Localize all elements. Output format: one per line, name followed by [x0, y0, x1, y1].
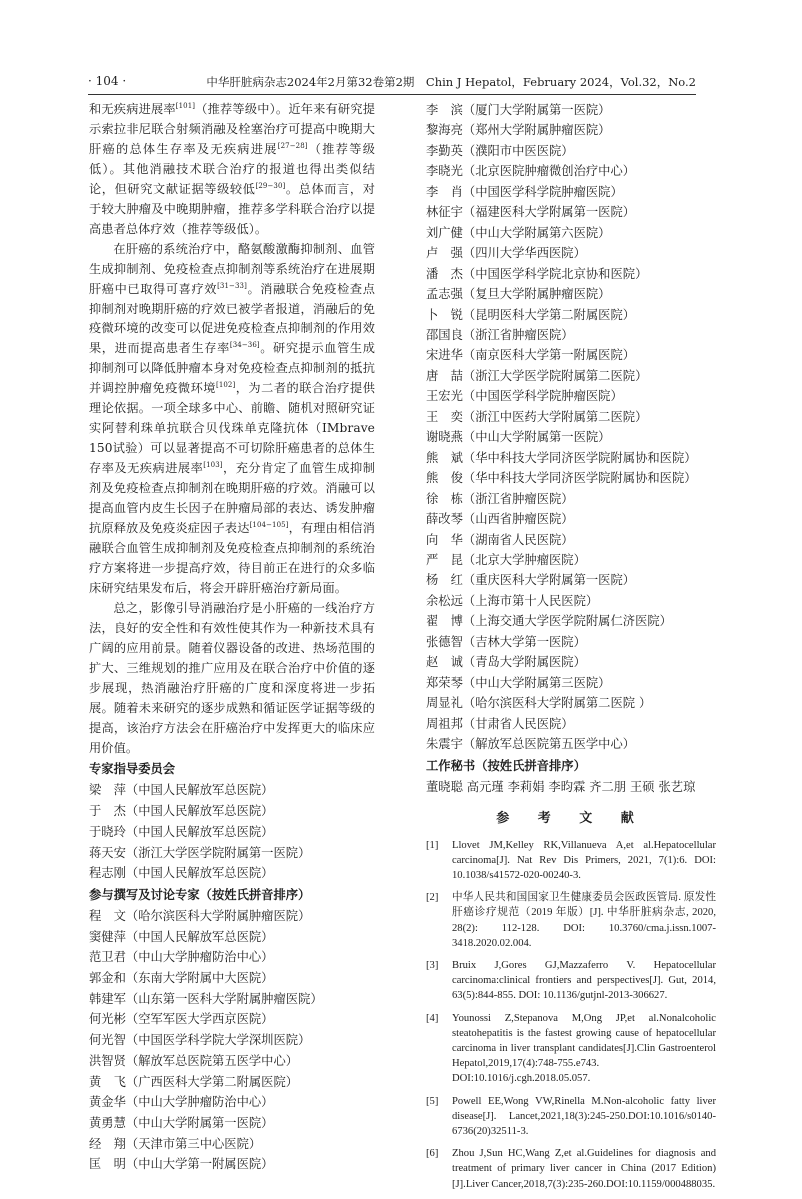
- guidance-committee-list: [89, 780, 375, 884]
- citation-superscript: [34−36]: [229, 341, 260, 350]
- expert-name: 潘 杰: [426, 266, 463, 281]
- reference-item: [426, 1146, 716, 1192]
- expert-name: 范卫君: [89, 950, 126, 965]
- citation-superscript: [31−33]: [217, 281, 247, 290]
- reference-item: [426, 890, 716, 951]
- expert-affiliation: （中国医学科学院大学深圳医院）: [125, 1033, 311, 1048]
- page-number: · 104 ·: [88, 74, 127, 88]
- expert-entry: [89, 863, 375, 884]
- expert-affiliation: （北京医院肿瘤微创治疗中心）: [462, 164, 636, 179]
- expert-affiliation: （浙江大学医学院附属第二医院）: [462, 368, 648, 383]
- expert-name: 孟志强: [426, 287, 463, 302]
- reference-item: [426, 1011, 716, 1087]
- expert-affiliation: （中国人民解放军总医院）: [125, 866, 274, 881]
- expert-entry: [89, 968, 375, 989]
- paragraph-text: 。研究提示血管生成抑制剂可以降低肿瘤本身对免疫检查点抑制剂的抵抗并调控肿瘤免疫微环境: [89, 341, 375, 396]
- expert-name: 王宏光: [426, 389, 463, 404]
- expert-affiliation: （中山大学肿瘤防治中心）: [125, 950, 274, 965]
- reference-list: [426, 838, 716, 1192]
- expert-name: 卢 强: [426, 246, 463, 261]
- expert-name: 窦健萍: [89, 929, 126, 944]
- expert-affiliation: （湖南省人民医院）: [462, 532, 574, 547]
- expert-name: 黄 飞: [89, 1074, 126, 1089]
- paragraph-text: 。总体而言，对于较大肿瘤及中晚期肿瘤，推荐多学科联合治疗以提高患者总体疗效（推荐等级低）。: [89, 181, 375, 236]
- expert-entry: [426, 182, 716, 202]
- expert-affiliation: （复旦大学附属肿瘤医院）: [462, 287, 611, 302]
- expert-affiliation: （中国人民解放军总医院）: [125, 824, 274, 839]
- expert-entry: [426, 448, 716, 468]
- expert-entry: [426, 161, 716, 181]
- secretary-heading: 工作秘书（按姓氏拼音排序）: [426, 758, 586, 773]
- expert-name: 薛改琴: [426, 512, 463, 527]
- reference-item: [426, 1094, 716, 1140]
- expert-affiliation: （郑州大学附属肿瘤医院）: [462, 123, 611, 138]
- body-paragraph: [89, 599, 375, 759]
- expert-entry: [426, 305, 716, 325]
- expert-name: 刘广健: [426, 225, 463, 240]
- expert-affiliation: （山东第一医科大学附属肿瘤医院）: [125, 991, 323, 1006]
- expert-name: 何光智: [89, 1033, 126, 1048]
- expert-name: 邵国良: [426, 327, 463, 342]
- reference-number: [2]: [426, 892, 439, 904]
- expert-name: 李 肖: [426, 184, 463, 199]
- paragraph-text: ，为二者的联合治疗提供理论依据。一项全球多中心、前瞻、随机对照研究证实阿替利珠单抗联合贝伐珠单克隆抗体（IMbrave 150试验）可以显著提高不可切除肝癌患者的总体生存率及无疾病进展率: [89, 381, 375, 476]
- expert-entry: [89, 780, 375, 801]
- expert-name: 李晓光: [426, 164, 463, 179]
- expert-affiliation: （中山大学附属第一医院）: [462, 430, 611, 445]
- expert-name: 王 奕: [426, 409, 463, 424]
- expert-affiliation: （天津市第三中心医院）: [125, 1136, 262, 1151]
- expert-name: 余松远: [426, 593, 463, 608]
- expert-name: 程 文: [89, 908, 126, 923]
- expert-entry: [426, 141, 716, 161]
- expert-affiliation: （中国医学科学院北京协和医院）: [462, 266, 648, 281]
- expert-affiliation: （浙江省肿瘤医院）: [462, 327, 574, 342]
- expert-entry: [89, 1154, 375, 1175]
- expert-affiliation: （中山大学肿瘤防治中心）: [125, 1095, 274, 1110]
- expert-affiliation: （四川大学华西医院）: [462, 246, 586, 261]
- reference-number: [5]: [426, 1095, 439, 1107]
- expert-entry: [426, 264, 716, 284]
- expert-entry: [426, 734, 716, 754]
- reference-number: [4]: [426, 1012, 439, 1024]
- expert-entry: [426, 693, 716, 713]
- expert-entry: [89, 1113, 375, 1134]
- paragraph-text: （推荐等级低）。其他消融技术联合治疗的报道也得出类似结论，但研究文献证据等级较低: [89, 141, 376, 196]
- paragraph-text: 在肝癌的系统治疗中，酪氨酸激酶抑制剂、血管生成抑制剂、免疫检查点抑制剂等系统治疗在进展期肝癌中已取得可喜疗效: [89, 241, 375, 296]
- expert-affiliation: （福建医科大学附属第一医院）: [462, 205, 636, 220]
- expert-entry: [89, 843, 375, 864]
- expert-entry: [89, 822, 375, 843]
- references-heading: 参 考 文 献: [496, 810, 646, 826]
- expert-name: 朱震宇: [426, 737, 463, 752]
- expert-entry: [426, 632, 716, 652]
- expert-name: 郑荣琴: [426, 675, 463, 690]
- expert-affiliation: （吉林大学第一医院）: [462, 634, 586, 649]
- expert-entry: [426, 509, 716, 529]
- expert-name: 蒋天安: [89, 845, 126, 860]
- expert-name: 李勤英: [426, 143, 463, 158]
- expert-entry: [426, 427, 716, 447]
- expert-name: 黄金华: [89, 1095, 126, 1110]
- expert-affiliation: （中国人民解放军总医院）: [125, 929, 274, 944]
- expert-entry: [89, 1134, 375, 1155]
- citation-superscript: [29−30]: [255, 181, 286, 190]
- paragraph-text: 。消融联合免疫检查点抑制剂对晚期肝癌的疗效已被学者报道，消融后的免疫微环境的改变可以促进免疫检查点抑制剂的作用效果，进而提高患者生存率: [89, 281, 375, 356]
- expert-name: 林征宇: [426, 205, 463, 220]
- expert-entry: [426, 223, 716, 243]
- expert-name: 程志刚: [89, 866, 126, 881]
- expert-entry: [426, 366, 716, 386]
- reference-number: [1]: [426, 839, 439, 851]
- expert-entry: [426, 468, 716, 488]
- reference-text: Zhou J,Sun HC,Wang Z,et al.Guidelines for diagnosis and treatment of primary liver cancer in China (2017 Edition)[J].Liver Cancer,2018,7(3):235-260.DOI:10.1159/000488035.: [452, 1148, 716, 1190]
- expert-entry: [89, 947, 375, 968]
- expert-entry: [89, 906, 375, 927]
- expert-affiliation: （中国医学科学院肿瘤医院）: [462, 184, 623, 199]
- expert-entry: [426, 652, 716, 672]
- expert-entry: [426, 325, 716, 345]
- paragraph-text: 总之，影像引导消融治疗是小肝癌的一线治疗方法，良好的安全性和有效性使其作为一种新技术具有广阔的应用前景。随着仪器设备的改进、热场范围的扩大、三维规划的推广应用及在联合治疗中价值的逐步展现，热消融治疗肝癌的广度和深度将进一步拓展。随着未来研究的逐步成熟和循证医学证据等级的提高，该治疗方法会在肝癌治疗中发挥更大的临床应用价值。: [89, 600, 375, 755]
- expert-name: 周祖邦: [426, 716, 463, 731]
- expert-affiliation: （中山大学附属第三医院）: [462, 675, 611, 690]
- expert-name: 李 滨: [426, 103, 463, 117]
- paragraph-text: ，充分肯定了血管生成抑制剂及免疫检查点抑制剂在晚期肝癌的疗效。消融可以提高血管内皮生长因子在肿瘤局部的表达、诱发肿瘤抗原释放及免疫炎症因子表达: [89, 461, 376, 536]
- expert-name: 郭金和: [89, 971, 126, 986]
- expert-affiliation: （濮阳市中医医院）: [462, 143, 574, 158]
- reference-item: [426, 958, 716, 1004]
- paragraph-text: （推荐等级中）。近年来有研究提示索拉非尼联合射频消融及栓塞治疗可提高中晚期大肝癌的总体生存率及无疾病进展: [89, 102, 375, 156]
- expert-entry: [426, 120, 716, 140]
- reference-text: Powell EE,Wong VW,Rinella M.Non-alcoholic fatty liver disease[J]. Lancet,2021,18(3):245-250.DOI:10.1016/s0140-6736(20)32511-3.: [452, 1095, 716, 1137]
- expert-entry: [426, 100, 716, 120]
- expert-affiliation: （广西医科大学第二附属医院）: [125, 1074, 299, 1089]
- reference-item: [426, 838, 716, 884]
- left-column: [89, 100, 375, 1175]
- expert-affiliation: （空军军医大学西京医院）: [125, 1012, 274, 1027]
- expert-entry: [89, 989, 375, 1010]
- expert-entry: [426, 530, 716, 550]
- expert-affiliation: （哈尔滨医科大学附属第二医院 ）: [462, 696, 652, 711]
- expert-entry: [426, 243, 716, 263]
- expert-affiliation: （甘肃省人民医院）: [462, 716, 574, 731]
- expert-affiliation: （浙江大学医学院附属第一医院）: [125, 845, 311, 860]
- expert-name: 匡 明: [89, 1157, 126, 1172]
- experts-list-right: [426, 100, 716, 755]
- expert-name: 卜 锐: [426, 307, 463, 322]
- body-text: [89, 100, 375, 758]
- expert-entry: [89, 1092, 375, 1113]
- expert-affiliation: （华中科技大学同济医学院附属协和医院）: [462, 450, 697, 465]
- expert-affiliation: （北京大学肿瘤医院）: [462, 552, 586, 567]
- expert-entry: [426, 570, 716, 590]
- citation-superscript: [104−105]: [249, 521, 289, 530]
- expert-affiliation: （南京医科大学第一附属医院）: [462, 348, 636, 363]
- reference-text: Bruix J,Gores GJ,Mazzaferro V. Hepatocellular carcinoma:clinical frontiers and perspectives[J]. Gut, 2014, 63(5):844-855. DOI: 10.1136/gutjnl-2013-306627.: [452, 959, 716, 1002]
- expert-entry: [426, 673, 716, 693]
- expert-affiliation: （中国人民解放军总医院）: [125, 804, 274, 819]
- experts-list-left: [89, 906, 375, 1175]
- citation-superscript: [103]: [203, 461, 223, 470]
- expert-affiliation: （解放军总医院第五医学中心）: [462, 737, 636, 752]
- body-paragraph: [89, 100, 375, 240]
- expert-name: 周显礼: [426, 696, 463, 711]
- expert-name: 宋进华: [426, 348, 463, 363]
- reference-text: 中华人民共和国国家卫生健康委员会医政医管局. 原发性肝癌诊疗规范（2019 年版）[J]. 中华肝脏病杂志, 2020, 28(2): 112-128. DOI: 10.3760/cma.j.issn.1007-3418.2020.02.004.: [452, 892, 716, 949]
- expert-name: 于晓玲: [89, 824, 126, 839]
- expert-name: 严 昆: [426, 552, 463, 567]
- expert-name: 谢晓燕: [426, 430, 463, 445]
- expert-name: 张德智: [426, 634, 463, 649]
- expert-entry: [89, 1072, 375, 1093]
- expert-entry: [426, 202, 716, 222]
- expert-affiliation: （华中科技大学同济医学院附属协和医院）: [462, 471, 697, 486]
- expert-name: 黄勇慧: [89, 1116, 126, 1130]
- expert-entry: [426, 489, 716, 509]
- expert-name: 黎海亮: [426, 123, 463, 138]
- expert-name: 洪智贤: [89, 1053, 126, 1068]
- expert-entry: [89, 1009, 375, 1030]
- expert-affiliation: （中山大学第一附属医院）: [125, 1157, 274, 1172]
- expert-name: 经 翔: [89, 1136, 126, 1151]
- expert-entry: [89, 1030, 375, 1051]
- expert-affiliation: （重庆医科大学附属第一医院）: [462, 573, 636, 588]
- expert-affiliation: （上海市第十人民医院）: [462, 593, 599, 608]
- expert-entry: [89, 927, 375, 948]
- expert-affiliation: （中山大学附属第一医院）: [125, 1116, 274, 1130]
- journal-running-title: 中华肝脏病杂志2024年2月第32卷第2期 Chin J Hepatol，February 2024，Vol.32，No.2: [206, 75, 696, 89]
- expert-name: 熊 俊: [426, 471, 463, 486]
- expert-entry: [426, 284, 716, 304]
- expert-name: 翟 博: [426, 614, 463, 629]
- expert-affiliation: （哈尔滨医科大学附属肿瘤医院）: [125, 908, 311, 923]
- expert-name: 向 华: [426, 532, 463, 547]
- reference-number: [3]: [426, 959, 439, 971]
- body-paragraph: [89, 240, 375, 599]
- expert-name: 唐 喆: [426, 368, 463, 383]
- secretary-names: 董晓聪 高元瑾 李莉娟 李昀霖 齐二朋 王硕 张艺琼: [426, 779, 696, 794]
- expert-name: 赵 诚: [426, 655, 463, 670]
- expert-name: 何光彬: [89, 1012, 126, 1027]
- citation-superscript: [27−28]: [277, 141, 308, 150]
- right-column: [426, 100, 716, 1199]
- citation-superscript: [102]: [215, 381, 236, 390]
- running-header: [88, 74, 696, 95]
- expert-name: 梁 萍: [89, 783, 126, 798]
- expert-affiliation: （解放军总医院第五医学中心）: [125, 1053, 299, 1068]
- expert-entry: [426, 714, 716, 734]
- reference-number: [6]: [426, 1148, 439, 1160]
- expert-affiliation: （厦门大学附属第一医院）: [462, 103, 611, 117]
- guidance-committee-heading: 专家指导委员会: [89, 762, 176, 777]
- expert-affiliation: （昆明医科大学第二附属医院）: [462, 307, 636, 322]
- expert-affiliation: （浙江省肿瘤医院）: [462, 491, 574, 506]
- expert-entry: [426, 591, 716, 611]
- expert-affiliation: （中国人民解放军总医院）: [125, 783, 274, 798]
- paragraph-text: ，有理由相信消融联合血管生成抑制剂及免疫检查点抑制剂的系统治疗方案将进一步提高疗效，待目前正在进行的众多临床研究结果发布后，将会开辟肝癌治疗新局面。: [89, 521, 375, 595]
- expert-affiliation: （浙江中医药大学附属第二医院）: [462, 409, 648, 424]
- citation-superscript: [101]: [175, 102, 196, 110]
- expert-entry: [89, 1051, 375, 1072]
- expert-affiliation: （中国医学科学院肿瘤医院）: [462, 389, 623, 404]
- expert-entry: [426, 611, 716, 631]
- expert-affiliation: （山西省肿瘤医院）: [462, 512, 574, 527]
- expert-entry: [426, 407, 716, 427]
- expert-affiliation: （青岛大学附属医院）: [462, 655, 586, 670]
- expert-name: 杨 红: [426, 573, 463, 588]
- expert-affiliation: （中山大学附属第六医院）: [462, 225, 611, 240]
- reference-text: Younossi Z,Stepanova M,Ong JP,et al.Nonalcoholic steatohepatitis is the fastest growing cause of hepatocellular carcinoma in liver transplant candidates[J].Clin Gastroenterol Hepatol,2019,17(4):748-755.e743. DOI:10.1016/j.cgh.2018.05.057.: [452, 1012, 716, 1085]
- paragraph-text: 和无疾病进展率: [89, 102, 176, 116]
- expert-affiliation: （上海交通大学医学院附属仁济医院）: [462, 614, 672, 629]
- expert-entry: [426, 386, 716, 406]
- expert-entry: [426, 345, 716, 365]
- expert-name: 于 杰: [89, 804, 126, 819]
- expert-affiliation: （东南大学附属中大医院）: [125, 971, 274, 986]
- expert-name: 韩建军: [89, 991, 126, 1006]
- reference-text: Llovet JM,Kelley RK,Villanueva A,et al.Hepatocellular carcinoma[J]. Nat Rev Dis Primers, 2021, 7(1):6. DOI: 10.1038/s41572-020-00240-3.: [452, 839, 716, 881]
- expert-name: 熊 斌: [426, 450, 463, 465]
- expert-entry: [426, 550, 716, 570]
- expert-entry: [89, 801, 375, 822]
- expert-name: 徐 栋: [426, 491, 463, 506]
- participating-experts-heading: 参与撰写及讨论专家（按姓氏拼音排序）: [89, 887, 311, 902]
